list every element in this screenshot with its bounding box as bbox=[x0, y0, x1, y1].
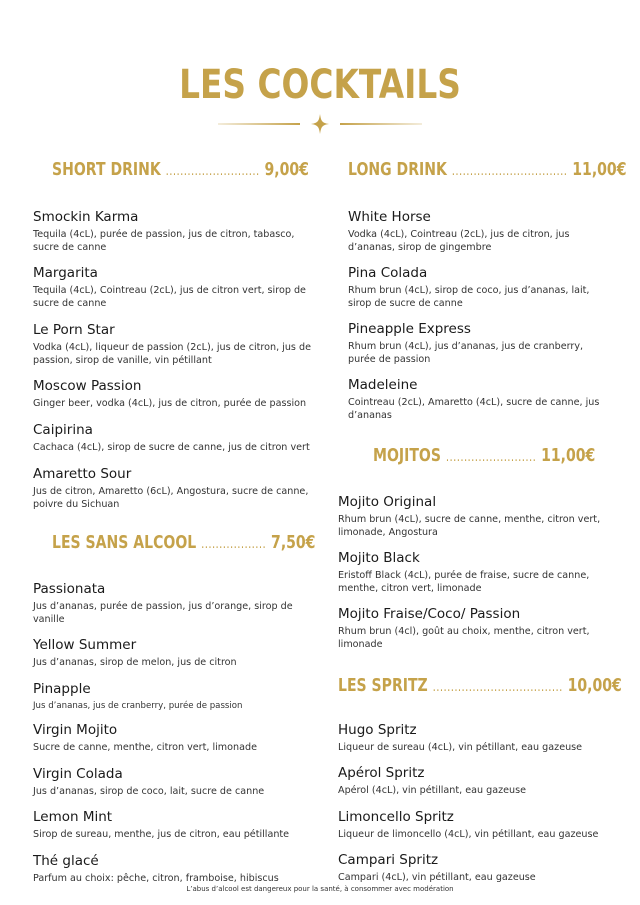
section-heading-mojitos bbox=[373, 445, 595, 466]
menu-item bbox=[33, 465, 323, 511]
section-price: 11,00€ bbox=[541, 445, 596, 466]
item-name: White Horse bbox=[348, 209, 431, 225]
item-description: Campari (4cL), vin pétillant, eau gazeuse bbox=[338, 872, 536, 883]
section-label: LES SANS ALCOOL bbox=[52, 532, 197, 553]
menu-item bbox=[33, 808, 323, 841]
item-description: Eristoff Black (4cL), purée de fraise, sucre de canne, menthe, citron vert, limonade bbox=[338, 570, 590, 594]
item-name: Passionata bbox=[33, 581, 106, 597]
menu-item bbox=[348, 376, 608, 422]
item-name: Lemon Mint bbox=[33, 809, 113, 825]
menu-item bbox=[338, 851, 628, 884]
menu-item bbox=[348, 208, 608, 254]
item-description: Tequila (4cL), purée de passion, jus de citron, tabasco, sucre de canne bbox=[33, 229, 295, 253]
section-price: 9,00€ bbox=[264, 159, 309, 180]
menu-item bbox=[33, 852, 323, 885]
menu-item bbox=[33, 208, 323, 254]
item-name: Moscow Passion bbox=[33, 378, 142, 394]
item-description: Jus d’ananas, sirop de coco, lait, sucre de canne bbox=[33, 786, 265, 797]
item-description: Tequila (4cL), Cointreau (2cL), jus de citron vert, sirop de sucre de canne bbox=[33, 285, 306, 309]
menu-item bbox=[33, 264, 323, 310]
item-description: Jus d’ananas, sirop de melon, jus de citron bbox=[33, 657, 237, 668]
item-name: Pinapple bbox=[33, 681, 91, 697]
item-description: Cachaca (4cL), sirop de sucre de canne, jus de citron vert bbox=[33, 442, 310, 453]
menu-item bbox=[33, 721, 323, 754]
dot-leader: ................................ bbox=[451, 164, 568, 179]
item-description: Vodka (4cL), liqueur de passion (2cL), jus de citron, jus de passion, sirop de vanille, vin pétillant bbox=[33, 342, 311, 366]
menu-item bbox=[33, 377, 333, 410]
item-description: Jus d’ananas, purée de passion, jus d’orange, sirop de vanille bbox=[33, 601, 293, 625]
item-name: Le Porn Star bbox=[33, 322, 115, 338]
item-name: Virgin Colada bbox=[33, 766, 123, 782]
section-heading-short-drink bbox=[52, 159, 309, 180]
item-name: Mojito Black bbox=[338, 550, 420, 566]
menu-item bbox=[338, 605, 613, 651]
section-label: LES SPRITZ bbox=[338, 675, 428, 696]
item-description: Vodka (4cL), Cointreau (2cL), jus de citron, jus d’ananas, sirop de gingembre bbox=[348, 229, 570, 253]
item-name: Thé glacé bbox=[33, 853, 99, 869]
item-name: Apérol Spritz bbox=[338, 765, 425, 781]
item-description: Cointreau (2cL), Amaretto (4cL), sucre de canne, jus d’ananas bbox=[348, 397, 600, 421]
section-heading-long-drink bbox=[348, 159, 626, 180]
item-description: Apérol (4cL), vin pétillant, eau gazeuse bbox=[338, 785, 527, 796]
item-name: Pineapple Express bbox=[348, 321, 471, 337]
menu-item bbox=[33, 765, 323, 798]
menu-item bbox=[33, 680, 323, 713]
menu-item bbox=[33, 580, 323, 626]
menu-item bbox=[338, 549, 613, 595]
item-description: Rhum brun (4cL), sucre de canne, menthe, citron vert, limonade, Angostura bbox=[338, 514, 601, 538]
item-name: Margarita bbox=[33, 265, 98, 281]
section-label: SHORT DRINK bbox=[52, 159, 161, 180]
item-description: Parfum au choix: pêche, citron, framboise, hibiscus bbox=[33, 873, 279, 884]
item-name: Limoncello Spritz bbox=[338, 809, 454, 825]
item-description: Liqueur de limoncello (4cL), vin pétillant, eau gazeuse bbox=[338, 829, 599, 840]
item-name: Pina Colada bbox=[348, 265, 428, 281]
divider-line bbox=[340, 123, 422, 125]
menu-item bbox=[348, 320, 608, 366]
item-description: Jus d’ananas, jus de cranberry, purée de passion bbox=[33, 701, 243, 711]
item-description: Rhum brun (4cL), sirop de coco, jus d’ananas, lait, sirop de sucre de canne bbox=[348, 285, 590, 309]
item-description: Rhum brun (4cL), jus d’ananas, jus de cranberry, purée de passion bbox=[348, 341, 584, 365]
menu-item bbox=[33, 321, 323, 367]
item-description: Ginger beer, vodka (4cL), jus de citron, purée de passion bbox=[33, 398, 307, 409]
section-heading-spritz bbox=[338, 675, 622, 696]
menu-item bbox=[338, 493, 613, 539]
dot-leader: .................................... bbox=[432, 680, 563, 695]
menu-item bbox=[338, 808, 628, 841]
divider-line bbox=[218, 123, 300, 125]
item-name: Hugo Spritz bbox=[338, 722, 417, 738]
section-label: MOJITOS bbox=[373, 445, 441, 466]
menu-item bbox=[33, 636, 323, 669]
menu-item bbox=[33, 421, 333, 454]
section-price: 11,00€ bbox=[572, 159, 627, 180]
section-heading-sans-alcool bbox=[52, 532, 315, 553]
dot-leader: ......................... bbox=[445, 450, 537, 465]
item-name: Madeleine bbox=[348, 377, 418, 393]
item-name: Virgin Mojito bbox=[33, 722, 118, 738]
dot-leader: .................. bbox=[201, 537, 267, 552]
section-price: 10,00€ bbox=[567, 675, 622, 696]
menu-item bbox=[338, 721, 628, 754]
item-description: Sirop de sureau, menthe, jus de citron, eau pétillante bbox=[33, 829, 290, 840]
section-label: LONG DRINK bbox=[348, 159, 447, 180]
item-name: Amaretto Sour bbox=[33, 466, 132, 482]
menu-item bbox=[348, 264, 608, 310]
health-warning: L’abus d’alcool est dangereux pour la santé, à consommer avec modération bbox=[186, 885, 454, 893]
title-divider bbox=[218, 114, 422, 134]
item-name: Campari Spritz bbox=[338, 852, 439, 868]
menu-item bbox=[338, 764, 628, 797]
item-name: Caipirina bbox=[33, 422, 93, 438]
item-description: Liqueur de sureau (4cL), vin pétillant, eau gazeuse bbox=[338, 742, 583, 753]
section-price: 7,50€ bbox=[271, 532, 316, 553]
page-title: LES COCKTAILS bbox=[179, 62, 461, 108]
sparkle-icon bbox=[311, 114, 329, 134]
item-description: Jus de citron, Amaretto (6cL), Angostura, sucre de canne, poivre du Sichuan bbox=[33, 486, 309, 510]
item-name: Yellow Summer bbox=[33, 637, 137, 653]
item-name: Mojito Original bbox=[338, 494, 437, 510]
item-description: Rhum brun (4cl), goût au choix, menthe, citron vert, limonade bbox=[338, 626, 590, 650]
item-name: Mojito Fraise/Coco/ Passion bbox=[338, 606, 521, 622]
item-name: Smockin Karma bbox=[33, 209, 139, 225]
item-description: Sucre de canne, menthe, citron vert, limonade bbox=[33, 742, 257, 753]
dot-leader: .......................... bbox=[165, 164, 260, 179]
